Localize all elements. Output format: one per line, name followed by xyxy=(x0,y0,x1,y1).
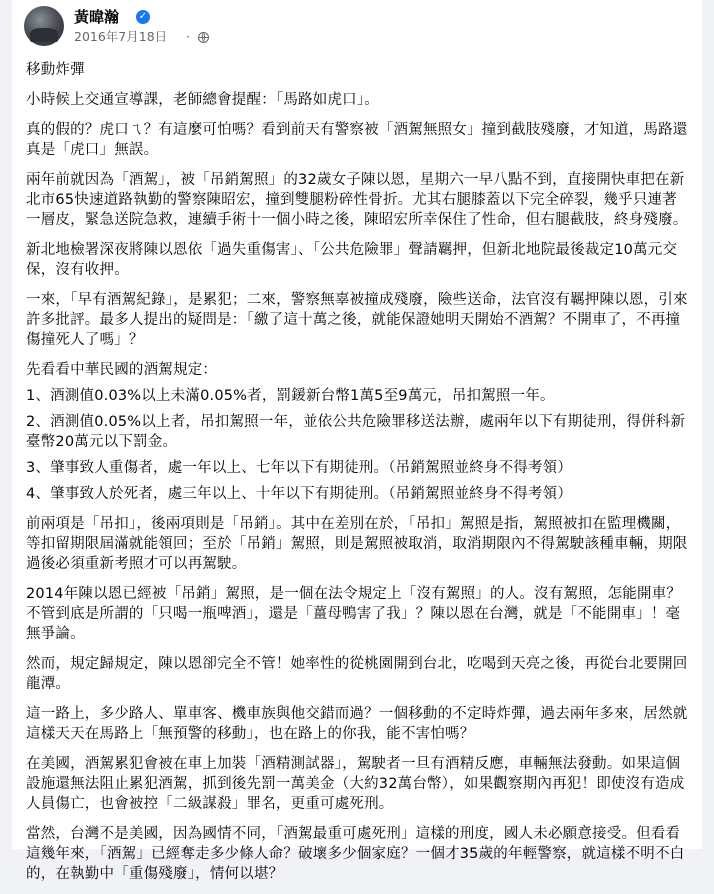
verified-badge-icon: ✓ xyxy=(136,10,150,24)
post-paragraph: 前兩項是「吊扣」，後兩項則是「吊銷」。其中在差別在於，「吊扣」駕照是指，駕照被扣在監理機關，等扣留期限屆滿就能領回；至於「吊銷」駕照，則是駕照被取消，取消期限內不得駕駛該種車輛，期限過後必須重新考照才可以再駕駛。 xyxy=(26,516,688,572)
post-paragraph: 然而，規定歸規定，陳以恩卻完全不管！她率性的從桃園開到台北，吃喝到天亮之後，再從台北要開回龍潭。 xyxy=(26,656,688,692)
facebook-post-card xyxy=(12,0,702,882)
post-list-item: 3、肇事致人重傷者，處一年以上、七年以下有期徒刑。（吊銷駕照並終身不得考領） xyxy=(26,460,573,476)
post-paragraph: 新北地檢署深夜將陳以恩依「過失重傷害」、「公共危險罪」聲請羈押，但新北地院最後裁定10萬元交保，沒有收押。 xyxy=(26,242,678,278)
post-list-item: 2、酒測值0.05%以上者，吊扣駕照一年，並依公共危險罪移送法辦，處兩年以下有期徒刑，得併科新臺幣20萬元以下罰金。 xyxy=(26,414,686,450)
post-paragraph: 真的假的？虎口ㄟ？有這麼可怕嗎？看到前天有警察被「酒駕無照女」撞到截肢殘廢，才知道，馬路還真是「虎口」無誤。 xyxy=(26,122,688,158)
separator-dot: · xyxy=(186,29,190,44)
post-list-item: 4、肇事致人於死者，處三年以上、十年以下有期徒刑。（吊銷駕照並終身不得考領） xyxy=(26,486,573,502)
post-header xyxy=(24,6,684,50)
post-date[interactable]: 2016年7月18日 xyxy=(74,29,168,44)
post-paragraph: 在美國，酒駕累犯會被在車上加裝「酒精測試器」，駕駛者一旦有酒精反應，車輛無法發動。如果這個設施還無法阻止累犯酒駕，抓到後先罰一萬美金（大約32萬台幣），如果觀察期內再犯！即使沒有造成人員傷亡，也會被控「二級謀殺」罪名，更重可處死刑。 xyxy=(26,756,685,812)
post-paragraph: 2014年陳以恩已經被「吊銷」駕照，是一個在法令規定上「沒有駕照」的人。沒有駕照，怎能開車？不管到底是所謂的「只喝一瓶啤酒」，還是「薑母鴨害了我」？陳以恩在台灣，就是「不能開車」！毫無爭論。 xyxy=(26,586,682,642)
post-paragraph: 移動炸彈 xyxy=(26,62,85,78)
post-paragraph: 小時候上交通宣導課，老師總會提醒：「馬路如虎口」。 xyxy=(26,92,379,108)
author-avatar[interactable] xyxy=(24,6,64,46)
author-name[interactable]: 黃暐瀚 xyxy=(74,8,120,26)
post-list-item: 1、酒測值0.03%以上未滿0.05%者，罰鍰新台幣1萬5至9萬元，吊扣駕照一年。 xyxy=(26,388,555,404)
post-body xyxy=(26,60,688,894)
post-paragraph: 這一路上，多少路人、單車客、機車族與他交錯而過？一個移動的不定時炸彈，過去兩年多來，居然就這樣天天在馬路上「無預警的移動」，也在路上的你我，能不害怕嗎？ xyxy=(26,706,688,742)
post-paragraph: 先看看中華民國的酒駕規定： xyxy=(26,362,218,378)
globe-icon[interactable] xyxy=(198,32,209,43)
post-paragraph: 一來，「早有酒駕紀錄」，是累犯；二來，警察無辜被撞成殘廢，險些送命，法官沒有羈押陳以恩，引來許多批評。最多人提出的疑問是：「繳了這十萬之後，就能保證她明天開始不酒駕？不開車了，不再撞傷撞死人了嗎」？ xyxy=(26,292,688,348)
post-paragraph: 當然，台灣不是美國，因為國情不同，「酒駕最重可處死刑」這樣的刑度，國人未必願意接受。但看看這幾年來，「酒駕」已經奪走多少條人命？破壞多少個家庭？一個才35歲的年輕警察，就這樣不明不白的，在執勤中「重傷殘廢」，情何以堪？ xyxy=(26,826,685,882)
post-paragraph: 兩年前就因為「酒駕」，被「吊銷駕照」的32歲女子陳以恩，星期六一早八點不到，直接開快車把在新北市65快速道路執勤的警察陳昭宏，撞到雙腿粉碎性骨折。尤其右腿膝蓋以下完全碎裂，幾乎只連著一層皮，緊急送院急救，連續手術十一個小時之後，陳昭宏所幸保住了性命，但右腿截肢，終身殘廢。 xyxy=(26,172,688,228)
